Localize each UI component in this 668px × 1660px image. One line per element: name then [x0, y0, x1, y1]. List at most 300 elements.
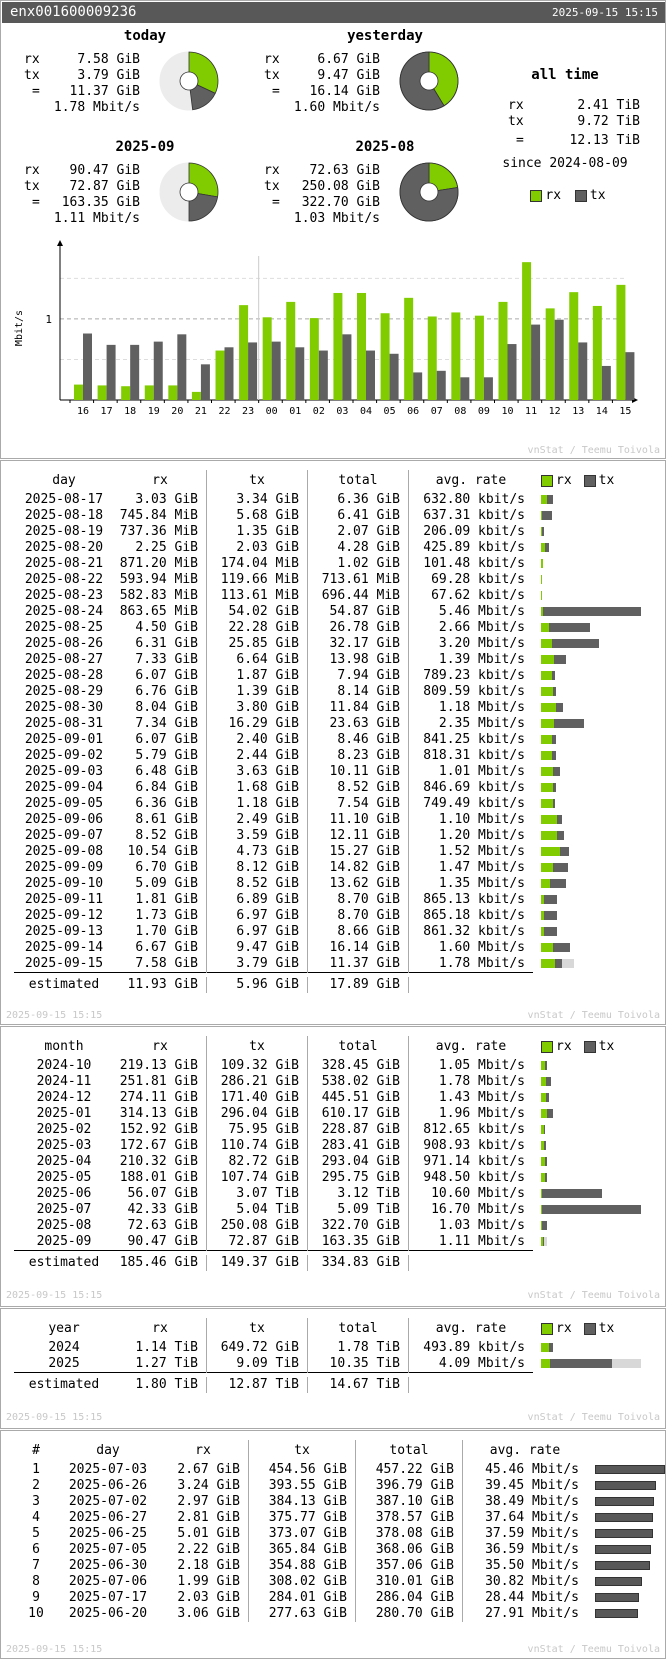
top-total-bar: [595, 1497, 654, 1506]
traffic-bar-cell: [533, 1138, 651, 1154]
total-cell: 12.11 GiB: [308, 828, 409, 844]
legend-tx-swatch: [584, 1041, 596, 1053]
rate-cell: 2.35 Mbit/s: [409, 716, 534, 732]
table-row: [14, 1186, 651, 1202]
top-panel: [0, 1430, 668, 1660]
rate-cell: 37.64 Mbit/s: [463, 1510, 588, 1526]
top-watermark: vnStat / Teemu Toivola: [527, 1644, 660, 1655]
period-cell: 2025-09-12: [24, 908, 104, 923]
rx-cell: 3.06 GiB: [177, 1606, 240, 1621]
tx-bar: [553, 687, 556, 696]
summary-legend: [490, 188, 640, 203]
summary-yesterday-rate: 1.60 Mbit/s: [293, 100, 380, 115]
rx-cell: 10.54 GiB: [127, 844, 198, 859]
period-cell: 2025-09-07: [24, 828, 104, 843]
legend-rx-label: rx: [556, 1321, 572, 1336]
top-total-bar: [595, 1545, 651, 1554]
column-header: total: [308, 1036, 409, 1058]
hour-rx-bar: [74, 385, 83, 400]
rate-cell: 1.11 Mbit/s: [409, 1234, 534, 1251]
rx-bar: [541, 767, 553, 776]
summary-month_previous-pie: [398, 161, 462, 225]
tx-bar: [545, 1061, 547, 1070]
traffic-bar-cell: [533, 780, 651, 796]
column-header: rx: [195, 1443, 211, 1458]
hour-tx-bar: [272, 342, 281, 400]
rate-cell: 846.69 kbit/s: [409, 780, 534, 796]
monthly-table: [14, 1036, 651, 1271]
daily-watermark: vnStat / Teemu Toivola: [527, 1010, 660, 1021]
traffic-bar-cell: [533, 812, 651, 828]
table-row: [14, 1574, 665, 1590]
period-cell: 2025-06: [36, 1186, 92, 1201]
total-cell: 11.10 GiB: [308, 812, 409, 828]
traffic-bar-cell: [533, 1356, 651, 1373]
period-cell: 2025-09-11: [24, 892, 104, 907]
rank-cell: 1: [32, 1462, 40, 1477]
rx-cell: 3.24 GiB: [177, 1478, 240, 1493]
tx-cell: 308.02 GiB: [249, 1574, 356, 1590]
summary-yesterday-pie: [398, 50, 462, 114]
period-cell: 2025-09-04: [24, 780, 104, 795]
tx-cell: 6.97 GiB: [207, 908, 308, 924]
total-cell: 8.70 GiB: [308, 908, 409, 924]
hour-rx-bar: [333, 293, 342, 400]
tx-bar: [552, 751, 556, 760]
rx-cell: 6.31 GiB: [135, 636, 198, 651]
period-cell: 2025-09-03: [24, 764, 104, 779]
rx-bar: [541, 655, 554, 664]
table-row: [14, 1218, 651, 1234]
tx-cell: 454.56 GiB: [249, 1462, 356, 1478]
rate-cell: 206.09 kbit/s: [409, 524, 534, 540]
all-time-title: all time: [531, 67, 599, 83]
column-header: total: [308, 1318, 409, 1340]
rank-cell: 10: [28, 1606, 44, 1621]
traffic-bar-cell: [533, 668, 651, 684]
period-cell: 2025-08-22: [24, 572, 104, 587]
rate-cell: 1.60 Mbit/s: [409, 940, 534, 956]
total-cell: 283.41 GiB: [308, 1138, 409, 1154]
total-cell: 538.02 GiB: [308, 1074, 409, 1090]
traffic-bar-cell: [533, 828, 651, 844]
total-cell: 8.14 GiB: [308, 684, 409, 700]
rate-cell: 30.82 Mbit/s: [463, 1574, 588, 1590]
period-cell: 2025-09-08: [24, 844, 104, 859]
summary-yesterday-tx-value: 9.47 GiB: [317, 68, 380, 83]
tx-bar: [542, 1221, 547, 1230]
summary-yesterday-rx-value: 6.67 GiB: [317, 52, 380, 67]
rate-cell: 16.70 Mbit/s: [409, 1202, 534, 1218]
hour-rx-bar: [381, 313, 390, 400]
traffic-bar-cell: [533, 892, 651, 908]
rank-cell: 3: [32, 1494, 40, 1509]
y-axis-label: Mbit/s: [14, 309, 25, 347]
rx-cell: 2.03 GiB: [177, 1590, 240, 1605]
rate-cell: 45.46 Mbit/s: [463, 1462, 588, 1478]
total-cell: 6.41 GiB: [308, 508, 409, 524]
period-cell: 2025-08-20: [24, 540, 104, 555]
rx-cell: 4.50 GiB: [135, 620, 198, 635]
estimated-rx: 11.93 GiB: [127, 977, 198, 992]
top-total-bar: [595, 1465, 665, 1474]
estimated-t: 334.83 GiB: [308, 1255, 409, 1271]
separator-cell: [533, 1373, 651, 1378]
summary-month_current-rx-value: 90.47 GiB: [69, 163, 140, 178]
period-cell: 2025-08-27: [24, 652, 104, 667]
rx-cell: 1.70 GiB: [135, 924, 198, 939]
rate-cell: 35.50 Mbit/s: [463, 1558, 588, 1574]
total-cell: 295.75 GiB: [308, 1170, 409, 1186]
tx-cell: 1.18 GiB: [207, 796, 308, 812]
total-cell: 457.22 GiB: [356, 1462, 463, 1478]
hour-tx-bar: [366, 351, 375, 400]
tx-cell: 373.07 GiB: [249, 1526, 356, 1542]
hour-tx-bar: [177, 334, 186, 400]
total-cell: 378.08 GiB: [356, 1526, 463, 1542]
table-row: [14, 828, 651, 844]
hour-rx-bar: [475, 316, 484, 400]
estimated-tx: 5.96 GiB: [207, 977, 308, 993]
legend-rx-label: rx: [545, 188, 562, 203]
hour-tx-bar: [83, 334, 92, 400]
hour-rx-bar: [428, 316, 437, 400]
total-cell: 8.23 GiB: [308, 748, 409, 764]
rate-cell: 1.01 Mbit/s: [409, 764, 534, 780]
column-header: avg. rate: [409, 1036, 534, 1058]
table-header: [14, 1318, 651, 1340]
rate-cell: 4.09 Mbit/s: [409, 1356, 534, 1373]
hour-rx-bar: [286, 302, 295, 400]
tx-bar: [553, 767, 560, 776]
traffic-bar-cell: [533, 604, 651, 620]
summary-month_previous-rx-label: rx: [264, 163, 280, 178]
tx-cell: 365.84 GiB: [249, 1542, 356, 1558]
rx-bar: [541, 735, 552, 744]
rate-cell: 1.03 Mbit/s: [409, 1218, 534, 1234]
total-cell: 1.02 GiB: [308, 556, 409, 572]
table-row: [14, 668, 651, 684]
tx-cell: 1.68 GiB: [207, 780, 308, 796]
pie-hole: [420, 183, 438, 201]
total-cell: 228.87 GiB: [308, 1122, 409, 1138]
total-cell: 8.70 GiB: [308, 892, 409, 908]
table-row: [14, 796, 651, 812]
estimated-label: estimated: [28, 1377, 100, 1392]
traffic-bar-cell: [533, 652, 651, 668]
column-header: total: [356, 1440, 463, 1462]
rx-bar: [541, 671, 552, 680]
period-cell: 2025-08-28: [24, 668, 104, 683]
rx-cell: 6.07 GiB: [135, 732, 198, 747]
period-cell: 2024-10: [36, 1058, 92, 1073]
tx-bar: [542, 1205, 641, 1214]
total-cell: 293.04 GiB: [308, 1154, 409, 1170]
rx-cell: 6.67 GiB: [135, 940, 198, 955]
top-total-bar: [595, 1561, 650, 1570]
rx-cell: 737.36 MiB: [119, 524, 198, 539]
day-cell: 2025-07-02: [68, 1494, 148, 1509]
hour-rx-bar: [310, 318, 319, 400]
traffic-bar-cell: [587, 1478, 665, 1494]
tx-bar: [553, 783, 556, 792]
rx-bar: [541, 719, 554, 728]
yearly-footer-time: 2025-09-15 15:15: [6, 1412, 103, 1423]
hour-label: 11: [525, 406, 538, 417]
summary-current-month: [20, 139, 230, 239]
rx-cell: 5.01 GiB: [177, 1526, 240, 1541]
tx-cell: 8.12 GiB: [207, 860, 308, 876]
table-row: [14, 636, 651, 652]
period-cell: 2025-08-24: [24, 604, 104, 619]
rx-cell: 582.83 MiB: [119, 588, 198, 603]
estimated-row: [14, 1255, 651, 1271]
hourly-chart: [0, 240, 668, 440]
total-cell: 322.70 GiB: [308, 1218, 409, 1234]
column-header: rx: [152, 1039, 168, 1054]
tx-bar: [549, 1343, 553, 1352]
hour-label: 22: [218, 406, 231, 417]
traffic-bar-cell: [533, 540, 651, 556]
total-cell: 1.78 TiB: [308, 1340, 409, 1356]
total-cell: 2.07 GiB: [308, 524, 409, 540]
period-cell: 2025-08-19: [24, 524, 104, 539]
traffic-bar-cell: [533, 1122, 651, 1138]
rank-cell: 4: [32, 1510, 40, 1525]
estimated-t: 17.89 GiB: [308, 977, 409, 993]
rx-cell: 188.01 GiB: [119, 1170, 198, 1185]
hour-label: 05: [383, 406, 396, 417]
traffic-bar-cell: [533, 636, 651, 652]
total-cell: 8.66 GiB: [308, 924, 409, 940]
column-header: tx: [207, 470, 308, 492]
table-row: [14, 652, 651, 668]
summary-today-rx-value: 7.58 GiB: [77, 52, 140, 67]
rate-cell: 37.59 Mbit/s: [463, 1526, 588, 1542]
rate-cell: 493.89 kbit/s: [409, 1340, 534, 1356]
hour-label: 19: [147, 406, 160, 417]
rate-cell: 67.62 kbit/s: [409, 588, 534, 604]
column-header: tx: [207, 1036, 308, 1058]
tx-cell: 22.28 GiB: [207, 620, 308, 636]
column-header: #: [32, 1443, 40, 1458]
traffic-bar-cell: [533, 700, 651, 716]
total-cell: 7.54 GiB: [308, 796, 409, 812]
rx-bar: [541, 575, 542, 584]
period-cell: 2025-09-02: [24, 748, 104, 763]
tx-cell: 296.04 GiB: [207, 1106, 308, 1122]
rate-cell: 789.23 kbit/s: [409, 668, 534, 684]
day-cell: 2025-07-17: [68, 1590, 148, 1605]
summary-today: [20, 28, 230, 128]
daily-table: [14, 470, 651, 993]
rate-cell: 1.20 Mbit/s: [409, 828, 534, 844]
column-header: avg. rate: [409, 470, 534, 492]
day-cell: 2025-06-30: [68, 1558, 148, 1573]
table-row: [14, 780, 651, 796]
summary-yesterday-total-label: =: [272, 84, 280, 99]
rx-cell: 8.61 GiB: [135, 812, 198, 827]
rate-cell: 28.44 Mbit/s: [463, 1590, 588, 1606]
total-cell: 14.82 GiB: [308, 860, 409, 876]
total-cell: 357.06 GiB: [356, 1558, 463, 1574]
tx-cell: 72.87 GiB: [207, 1234, 308, 1251]
rate-cell: 632.80 kbit/s: [409, 492, 534, 508]
table-row: [14, 1590, 665, 1606]
rx-bar: [541, 687, 553, 696]
total-cell: 286.04 GiB: [356, 1590, 463, 1606]
hour-tx-bar: [342, 334, 351, 400]
rate-cell: 1.39 Mbit/s: [409, 652, 534, 668]
summary-today-title: today: [123, 28, 167, 44]
traffic-bar-cell: [533, 1090, 651, 1106]
rx-bar: [541, 831, 557, 840]
tx-bar: [552, 735, 556, 744]
traffic-bar-cell: [533, 1186, 651, 1202]
traffic-bar-cell: [533, 844, 651, 860]
traffic-bar-cell: [533, 684, 651, 700]
total-cell: 368.06 GiB: [356, 1542, 463, 1558]
rx-cell: 56.07 GiB: [127, 1186, 198, 1201]
total-cell: 7.94 GiB: [308, 668, 409, 684]
hour-tx-bar: [107, 345, 116, 400]
estimate-bar: [562, 959, 574, 968]
rank-cell: 8: [32, 1574, 40, 1589]
hour-rx-bar: [451, 312, 460, 400]
table-row: [14, 1122, 651, 1138]
period-cell: 2025-04: [36, 1154, 92, 1169]
hour-label: 07: [430, 406, 443, 417]
top-total-bar: [595, 1593, 639, 1602]
summary-month_previous-title: 2025-08: [355, 139, 415, 155]
daily-panel: [0, 460, 668, 1026]
rx-bar: [541, 783, 553, 792]
traffic-bar-cell: [533, 1218, 651, 1234]
table-row: [14, 924, 651, 940]
table-row: [14, 572, 651, 588]
period-cell: 2025-08-30: [24, 700, 104, 715]
period-cell: 2025-08-21: [24, 556, 104, 571]
total-cell: 26.78 GiB: [308, 620, 409, 636]
tx-cell: 6.89 GiB: [207, 892, 308, 908]
summary-month_previous-tx-value: 250.08 GiB: [301, 179, 380, 194]
tx-cell: 25.85 GiB: [207, 636, 308, 652]
table-row: [14, 716, 651, 732]
rx-cell: 7.34 GiB: [135, 716, 198, 731]
traffic-bar-cell: [533, 1340, 651, 1356]
rx-bar: [541, 815, 557, 824]
table-row: [14, 1478, 665, 1494]
period-cell: 2025-05: [36, 1170, 92, 1185]
tx-cell: 54.02 GiB: [207, 604, 308, 620]
traffic-bar-cell: [587, 1526, 665, 1542]
pie-hole: [180, 183, 198, 201]
period-cell: 2025-08-23: [24, 588, 104, 603]
rx-cell: 2.81 GiB: [177, 1510, 240, 1525]
estimated-rate-empty: [409, 977, 534, 993]
period-cell: 2024: [48, 1340, 80, 1355]
summary-yesterday-tx-label: tx: [264, 68, 280, 83]
total-cell: 378.57 GiB: [356, 1510, 463, 1526]
total-cell: 5.09 TiB: [308, 1202, 409, 1218]
hour-label: 01: [289, 406, 302, 417]
traffic-bar-cell: [533, 1074, 651, 1090]
rx-bar: [541, 943, 553, 952]
traffic-bar-cell: [533, 924, 651, 940]
rx-cell: 2.67 GiB: [177, 1462, 240, 1477]
tx-cell: 75.95 GiB: [207, 1122, 308, 1138]
total-cell: 10.11 GiB: [308, 764, 409, 780]
summary-yesterday-total-value: 16.14 GiB: [309, 84, 380, 99]
summary-today-tx-value: 3.79 GiB: [77, 68, 140, 83]
traffic-bar-cell: [587, 1590, 665, 1606]
top-footer-time: 2025-09-15 15:15: [6, 1644, 103, 1655]
total-cell: 396.79 GiB: [356, 1478, 463, 1494]
hour-label: 02: [312, 406, 325, 417]
column-header: tx: [249, 1440, 356, 1462]
traffic-bar-cell: [533, 620, 651, 636]
rx-cell: 8.04 GiB: [135, 700, 198, 715]
day-cell: 2025-07-05: [68, 1542, 148, 1557]
estimated-row: [14, 1377, 651, 1393]
column-header: rx: [152, 473, 168, 488]
hour-label: 08: [454, 406, 467, 417]
summary-yesterday-rx-label: rx: [264, 52, 280, 67]
tx-bar: [542, 1189, 602, 1198]
tx-cell: 9.09 TiB: [207, 1356, 308, 1373]
traffic-bar-cell: [587, 1494, 665, 1510]
table-row: [14, 1170, 651, 1186]
rx-cell: 745.84 MiB: [119, 508, 198, 523]
rx-bar: [541, 1343, 549, 1352]
column-header: day: [96, 1443, 120, 1458]
top-total-bar: [595, 1481, 656, 1490]
traffic-bar-cell: [533, 1170, 651, 1186]
all-time-total-label: =: [516, 133, 524, 148]
tx-bar: [544, 927, 557, 936]
rx-bar: [541, 639, 552, 648]
traffic-bar-cell: [587, 1606, 665, 1622]
yearly-table: [14, 1318, 651, 1393]
estimated-rate-empty: [409, 1377, 534, 1393]
hour-rx-bar: [404, 298, 413, 400]
rx-bar: [541, 863, 553, 872]
summary-month_previous-tx-label: tx: [264, 179, 280, 194]
rate-cell: 818.31 kbit/s: [409, 748, 534, 764]
tx-bar: [557, 815, 562, 824]
legend-rx-swatch: [541, 475, 553, 487]
total-cell: 54.87 GiB: [308, 604, 409, 620]
all-time-tx-label: tx: [508, 114, 524, 129]
summary-watermark: vnStat / Teemu Toivola: [527, 445, 660, 456]
legend-tx-swatch: [575, 190, 587, 202]
all-time-tx-value: 9.72 TiB: [577, 114, 640, 129]
total-cell: 13.62 GiB: [308, 876, 409, 892]
summary-month_current-pie: [158, 161, 222, 225]
tx-bar: [557, 831, 564, 840]
table-row: [14, 1542, 665, 1558]
hour-label: 17: [100, 406, 113, 417]
traffic-bar-cell: [587, 1558, 665, 1574]
summary-month_current-total-label: =: [32, 195, 40, 210]
rate-cell: 2.66 Mbit/s: [409, 620, 534, 636]
rx-cell: 274.11 GiB: [119, 1090, 198, 1105]
column-header: month: [44, 1039, 84, 1054]
table-legend: [533, 470, 651, 492]
tx-cell: 6.64 GiB: [207, 652, 308, 668]
rate-cell: 1.78 Mbit/s: [409, 956, 534, 973]
hour-tx-bar: [578, 342, 587, 400]
